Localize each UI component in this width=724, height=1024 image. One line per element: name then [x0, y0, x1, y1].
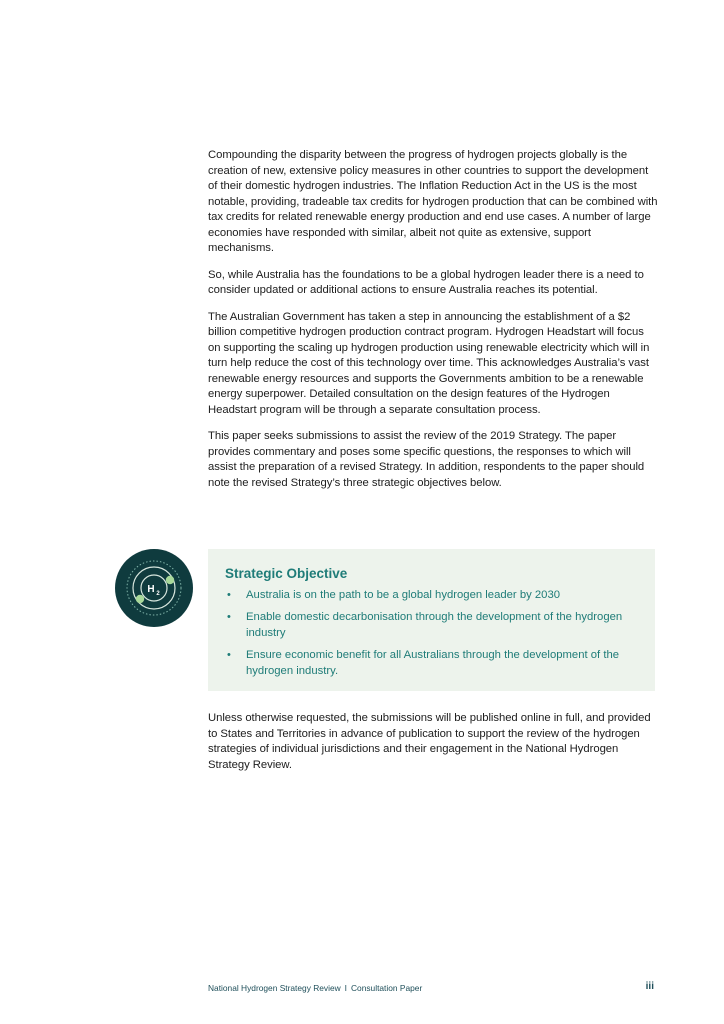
- objective-item: [225, 587, 635, 603]
- objective-text: Australia is on the path to be a global hydrogen leader by 2030: [246, 589, 561, 601]
- objective-text: Ensure economic benefit for all Australians through the development of the hydrogen industry.: [246, 649, 620, 677]
- body-text: [208, 148, 658, 502]
- paragraph: So, while Australia has the foundations to be a global hydrogen leader there is a need to consider updated or additional actions to ensure Australia reaches its potential.: [208, 268, 644, 296]
- paragraph: Compounding the disparity between the progress of hydrogen projects globally is the creation of new, extensive policy measures in other countries to support the development of their domestic hydrogen industries. The Inflation Reduction Act in the US is the most notable, providing, tradeable tax credits for hydrogen production that can be combined with tax credits for related renewable energy production and end use cases. A number of large economies have responded with similar, albeit not quite as extensive, support mechanisms.: [208, 149, 658, 254]
- objective-list: [225, 587, 635, 685]
- molecule-label: H: [147, 584, 155, 595]
- objective-item: [225, 647, 635, 679]
- objective-text: Enable domestic decarbonisation through the development of the hydrogen industry: [246, 611, 623, 639]
- paragraph: This paper seeks submissions to assist the review of the 2019 Strategy. The paper provides commentary and poses some specific questions, the responses to which will assist the preparation of a revised Strategy. In addition, respondents to the paper should note the revised Strategy’s three strategic objectives below.: [208, 430, 645, 489]
- footer-subtitle: Consultation Paper: [351, 983, 423, 993]
- closing-text: [208, 711, 658, 784]
- closing-paragraph: Unless otherwise requested, the submissions will be published online in full, and provided to States and Territories in advance of publication to support the review of the hydrogen strategies of individual jurisdictions and their engagement in the National Hydrogen Strategy Review.: [208, 712, 651, 771]
- footer-document-title: National Hydrogen Strategy Review: [208, 983, 341, 993]
- paragraph: The Australian Government has taken a step in announcing the establishment of a $2 billion competitive hydrogen production contract program. Hydrogen Headstart will focus on supporting the scaling up hydrogen production using renewable electricity which will in turn help reduce the cost of this technology over time. This acknowledges Australia’s vast renewable energy resources and supports the Governments ambition to be a renewable energy superpower. Detailed consultation on the design features of the Hydrogen Headstart program will be through a separate consultation process.: [208, 310, 650, 416]
- objective-item: [225, 609, 635, 641]
- page-number: iii: [645, 981, 654, 992]
- callout-title: Strategic Objective: [225, 566, 348, 581]
- footer-separator: I: [344, 983, 347, 993]
- footer-title: [208, 983, 422, 993]
- bullet-icon: •: [227, 589, 231, 601]
- hydrogen-molecule-icon: [115, 549, 193, 627]
- strategic-objective-callout: [208, 549, 655, 691]
- bullet-icon: •: [227, 649, 231, 661]
- molecule-subscript: 2: [156, 591, 160, 597]
- bullet-icon: •: [227, 611, 231, 623]
